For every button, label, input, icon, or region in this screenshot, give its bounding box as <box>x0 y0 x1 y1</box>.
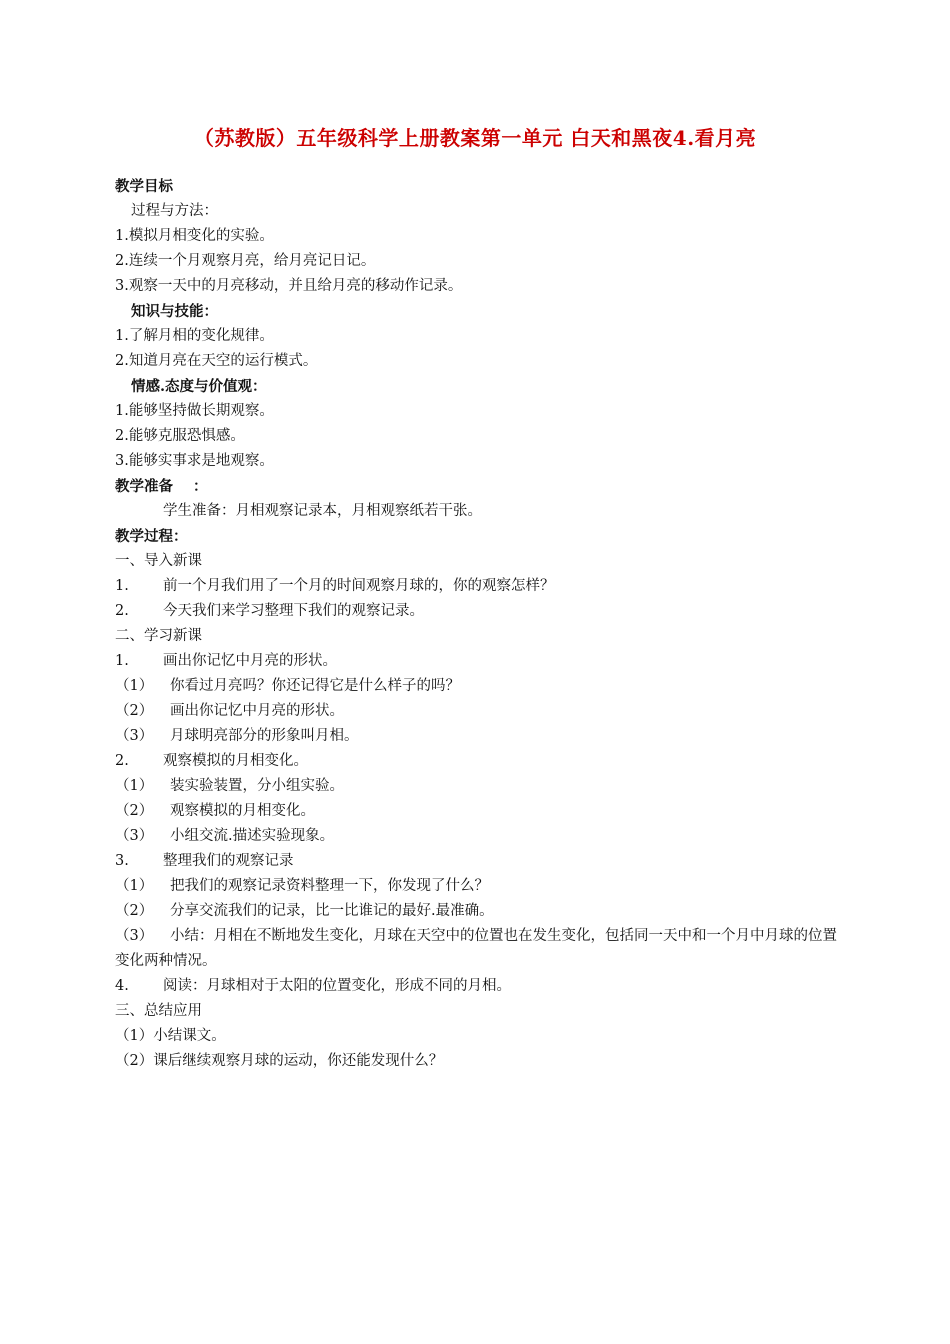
list-item: 3.能够实事求是地观察。 <box>115 453 274 469</box>
list-item: 2.能够克服恐惧感。 <box>115 428 245 444</box>
item-text: 观察模拟的月相变化。 <box>163 753 308 769</box>
document-title: （苏教版）五年级科学上册教案第一单元 白天和黑夜4.看月亮 <box>193 126 757 150</box>
list-item: （2）课后继续观察月球的运动，你还能发现什么？ <box>115 1053 444 1069</box>
item-number: 2. <box>115 603 129 619</box>
emotion-heading: 情感.态度与价值观： <box>131 378 267 395</box>
sub-item <box>115 699 845 724</box>
section-heading: 一、导入新课 <box>115 553 202 569</box>
item-number: 1. <box>115 578 129 594</box>
list-item: 2.知道月亮在天空的运行模式。 <box>115 353 318 369</box>
list-item: 2.连续一个月观察月亮，给月亮记日记。 <box>115 253 376 269</box>
sub-item-number: （3） <box>115 828 154 844</box>
sub-item <box>115 899 845 924</box>
list-item: 1.能够坚持做长期观察。 <box>115 403 274 419</box>
sub-item-number: （1） <box>115 878 154 894</box>
list-item <box>115 649 845 674</box>
sub-item-text: 月球明亮部分的形象叫月相。 <box>170 728 359 744</box>
sub-item <box>115 674 845 699</box>
list-item <box>115 974 845 999</box>
sub-item-number: （2） <box>115 903 154 919</box>
sub-item-text: 分享交流我们的记录，比一比谁记的最好.最准确。 <box>170 903 494 919</box>
sub-item-number: （1） <box>115 678 154 694</box>
knowledge-heading: 知识与技能： <box>131 303 218 320</box>
section-heading: 二、学习新课 <box>115 628 202 644</box>
sub-item-number: （3） <box>115 728 154 744</box>
sub-item-text: 小组交流.描述实验现象。 <box>170 828 335 844</box>
goals-heading: 教学目标 <box>115 178 173 195</box>
sub-item <box>115 924 845 974</box>
sub-item <box>115 824 845 849</box>
sub-item-number: （2） <box>115 703 154 719</box>
document-body <box>115 174 845 1074</box>
sub-item-text: 把我们的观察记录资料整理一下，你发现了什么？ <box>170 878 489 894</box>
list-item: 1.了解月相的变化规律。 <box>115 328 274 344</box>
prep-heading-colon: ： <box>193 478 208 495</box>
list-item: 3.观察一天中的月亮移动，并且给月亮的移动作记录。 <box>115 278 463 294</box>
sub-item <box>115 774 845 799</box>
section-heading: 三、总结应用 <box>115 1003 202 1019</box>
item-number: 2. <box>115 753 129 769</box>
list-item: 1.模拟月相变化的实验。 <box>115 228 274 244</box>
sub-item-text: 装实验装置，分小组实验。 <box>170 778 344 794</box>
item-number: 1. <box>115 653 129 669</box>
item-text: 画出你记忆中月亮的形状。 <box>163 653 337 669</box>
list-item <box>115 599 845 624</box>
item-text: 阅读：月球相对于太阳的位置变化，形成不同的月相。 <box>163 978 511 994</box>
prep-text: 学生准备：月相观察记录本，月相观察纸若干张。 <box>163 503 482 519</box>
list-item: （1）小结课文。 <box>115 1028 226 1044</box>
list-item <box>115 574 845 599</box>
item-number: 3. <box>115 853 129 869</box>
teaching-process-heading: 教学过程： <box>115 528 188 545</box>
sub-item-text: 小结：月相在不断地发生变化，月球在天空中的位置也在发生变化，包括同一天中和一个月中月球的位置变化两种情况。 <box>115 928 837 969</box>
item-text: 今天我们来学习整理下我们的观察记录。 <box>163 603 424 619</box>
prep-heading-text: 教学准备 <box>115 478 173 495</box>
sub-item-text: 观察模拟的月相变化。 <box>170 803 315 819</box>
sub-item-number: （1） <box>115 778 154 794</box>
list-item <box>115 849 845 874</box>
sub-item-text: 画出你记忆中月亮的形状。 <box>170 703 344 719</box>
sub-item-text: 你看过月亮吗？你还记得它是什么样子的吗？ <box>170 678 460 694</box>
prep-heading <box>115 474 845 499</box>
item-text: 前一个月我们用了一个月的时间观察月球的，你的观察怎样？ <box>163 578 555 594</box>
item-number: 4. <box>115 978 129 994</box>
sub-item <box>115 724 845 749</box>
sub-item <box>115 799 845 824</box>
sub-item <box>115 874 845 899</box>
process-method-heading: 过程与方法： <box>131 203 218 219</box>
sub-item-number: （2） <box>115 803 154 819</box>
sub-item-number: （3） <box>115 928 154 944</box>
list-item <box>115 749 845 774</box>
item-text: 整理我们的观察记录 <box>163 853 294 869</box>
